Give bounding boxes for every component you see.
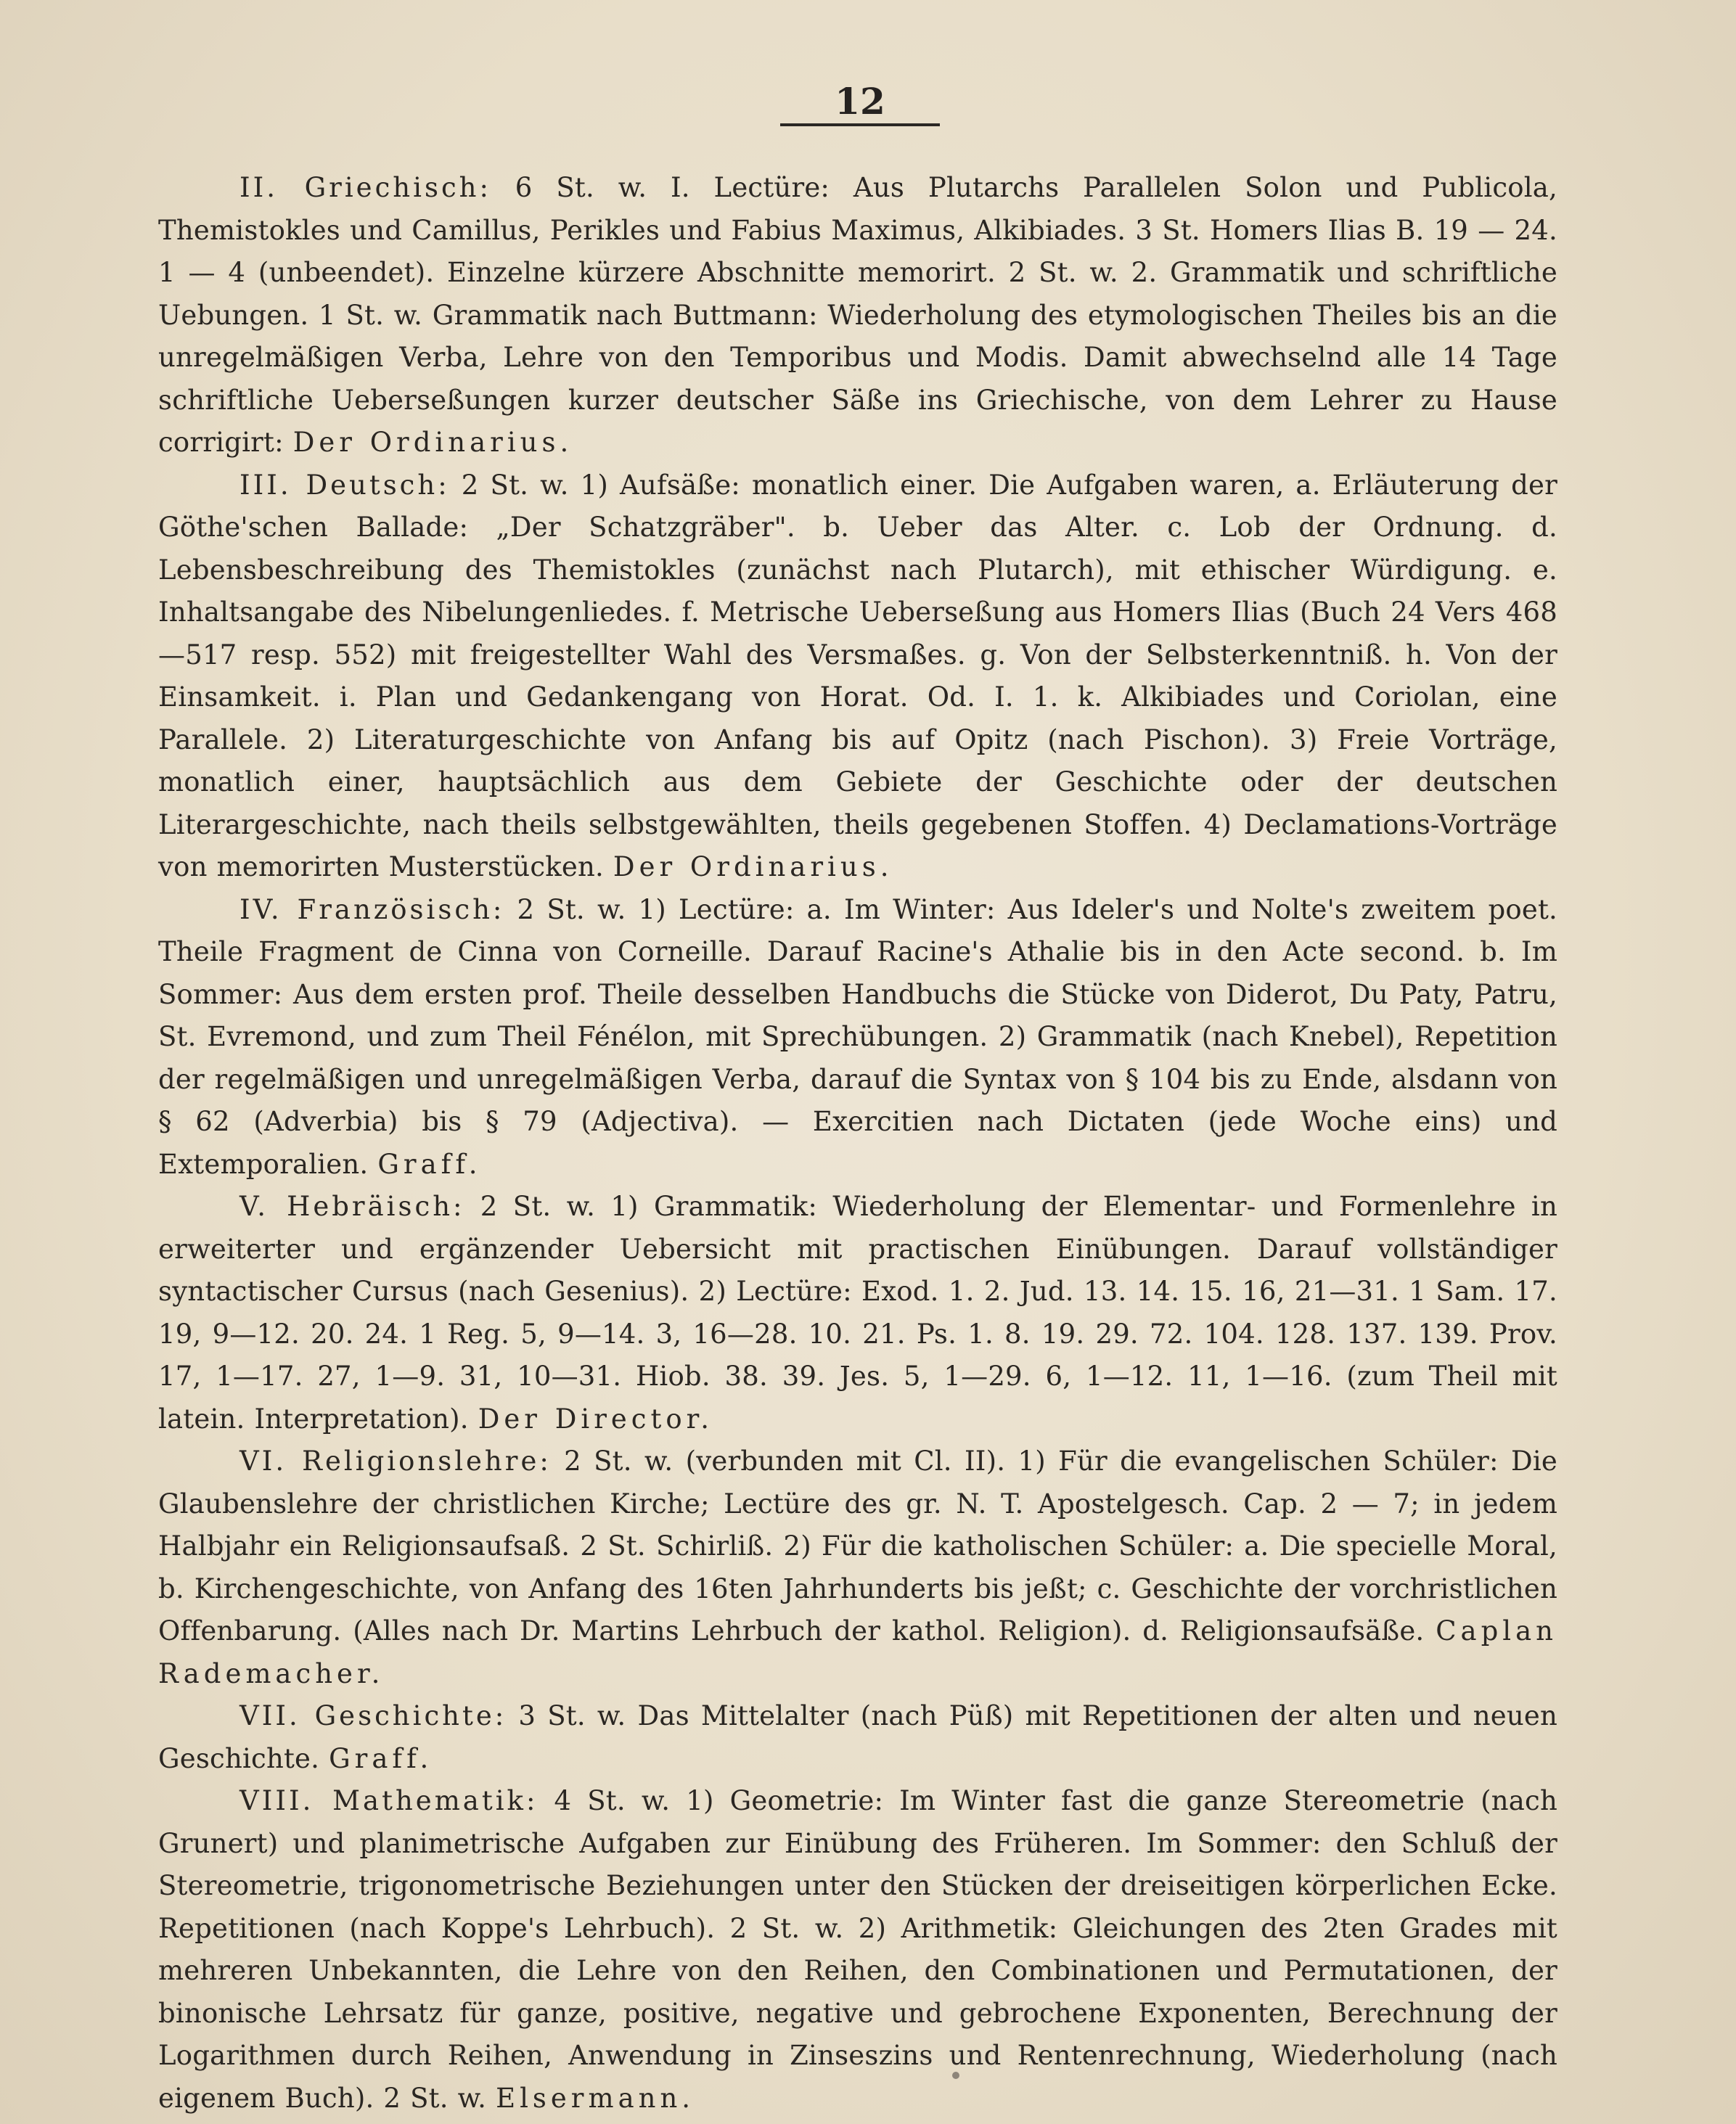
section-teacher: Der Ordinarius. (613, 851, 893, 882)
section-text: 2 St. w. 1) Grammatik: Wiederholung der Elementar- und Formenlehre in erweiterter und ergänzender Uebersicht mit practischen Einübungen. Darauf vollständiger syntactischer Cursus (nach Gesenius). 2) Lectüre: Exod. 1. 2. Jud. 13. 14. 15. 16, 21—31. 1 Sam. 17. 19, 9—12. 20. 24. 1 Reg. 5, 9—14. 3, 16—28. 10. 21. Ps. 1. 8. 19. 29. 72. 104. 128. 137. 139. Prov. 17, 1—17. 27, 1—9. 31, 10—31. Hiob. 38. 39. Jes. 5, 1—29. 6, 1—12. 11, 1—16. (zum Theil mit latein. Interpretation). (158, 1191, 1557, 1435)
page-number: 12 (835, 80, 885, 123)
section-text: 2 St. w. 1) Lectüre: a. Im Winter: Aus Ideler's und Nolte's zweitem poet. Theile Fragment de Cinna von Corneille. Darauf Racine's Athalie bis in den Acte second. b. Im Sommer: Aus dem ersten prof. Theile desselben Handbuchs die Stücke von Diderot, Du Paty, Patru, St. Evremond, und zum Theil Fénélon, mit Sprechübungen. 2) Grammatik (nach Knebel), Repetition der regelmäßigen und unregelmäßigen Verba, darauf die Syntax von § 104 bis zu Ende, alsdann von § 62 (Adverbia) bis § 79 (Adjectiva). — Exercitien nach Dictaten (jede Woche eins) und Extemporalien. (158, 893, 1557, 1180)
section-franzoesisch (158, 889, 1557, 1186)
section-mathematik (158, 1780, 1557, 2120)
section-heading: II. Griechisch: (239, 172, 491, 203)
section-hebraeisch (158, 1186, 1557, 1440)
section-heading: VII. Geschichte: (239, 1700, 507, 1731)
section-teacher: Graff. (377, 1148, 482, 1180)
section-heading: III. Deutsch: (239, 469, 450, 501)
section-deutsch (158, 464, 1557, 889)
section-geschichte (158, 1695, 1557, 1780)
section-text: 6 St. w. I. Lectüre: Aus Plutarchs Parallelen Solon und Publicola, Themistokles und Camillus, Perikles und Fabius Maximus, Alkibiades. 3 St. Homers Ilias B. 19 — 24. 1 — 4 (unbeendet). Einzelne kürzere Abschnitte memorirt. 2 St. w. 2. Grammatik und schriftliche Uebungen. 1 St. w. Grammatik nach Buttmann: Wiederholung des etymologischen Theiles bis an die unregelmäßigen Verba, Lehre von den Temporibus und Modis. Damit abwechselnd alle 14 Tage schriftliche Ueberseßungen kurzer deutscher Säße ins Griechische, von dem Lehrer zu Hause corrigirt: (158, 172, 1557, 458)
page-number-rule (780, 123, 940, 126)
section-teacher: Caplan Rademacher. (158, 1615, 1557, 1689)
section-teacher: Graff. (329, 1742, 433, 1774)
section-text: 2 St. w. 1) Aufsäße: monatlich einer. Die Aufgaben waren, a. Erläuterung der Göthe'schen Ballade: „Der Schatzgräber". b. Ueber das Alter. c. Lob der Ordnung. d. Lebensbeschreibung des Themistokles (zunächst nach Plutarch), mit ethischer Würdigung. e. Inhaltsangabe des Nibelungenliedes. f. Metrische Ueberseßung aus Homers Ilias (Buch 24 Vers 468—517 resp. 552) mit freigestellter Wahl des Versmaßes. g. Von der Selbsterkenntniß. h. Von der Einsamkeit. i. Plan und Gedankengang von Horat. Od. I. 1. k. Alkibiades und Coriolan, eine Parallele. 2) Literaturgeschichte von Anfang bis auf Opitz (nach Pischon). 3) Freie Vorträge, monatlich einer, hauptsächlich aus dem Gebiete der Geschichte oder der deutschen Literargeschichte, nach theils selbstgewählten, theils gegebenen Stoffen. 4) Declamations-Vorträge von memorirten Musterstücken. (158, 469, 1557, 882)
section-text: 2 St. w. (verbunden mit Cl. II). 1) Für die evangelischen Schüler: Die Glaubenslehre der christlichen Kirche; Lectüre des gr. N. T. Apostelgesch. Cap. 2 — 7; in jedem Halbjahr ein Religionsaufsaß. 2 St. Schirliß. 2) Für die katholischen Schüler: a. Die specielle Moral, b. Kirchengeschichte, von Anfang des 16ten Jahrhunderts bis jeßt; c. Geschichte der vorchristlichen Offenbarung. (Alles nach Dr. Martins Lehrbuch der kathol. Religion). d. Religionsaufsäße. (158, 1446, 1557, 1647)
section-heading: VIII. Mathematik: (239, 1785, 539, 1816)
section-heading: V. Hebräisch: (239, 1191, 465, 1222)
section-heading: VI. Religionslehre: (239, 1446, 552, 1477)
section-text: 4 St. w. 1) Geometrie: Im Winter fast die ganze Stereometrie (nach Grunert) und planimetrische Aufgaben zur Einübung des Früheren. Im Sommer: den Schluß der Stereometrie, trigonometrische Beziehungen unter den Stücken der dreiseitigen körperlichen Ecke. Repetitionen (nach Koppe's Lehrbuch). 2 St. w. 2) Arithmetik: Gleichungen des 2ten Grades mit mehreren Unbekannten, die Lehre von den Reihen, den Combinationen und Permutationen, der binonische Lehrsatz für ganze, positive, negative und gebrochene Exponenten, Berechnung der Logarithmen durch Reihen, Anwendung in Zinseszins und Rentenrechnung, Wiederholung (nach eigenem Buch). 2 St. w. (158, 1785, 1557, 2114)
section-text: 3 St. w. Das Mittelalter (nach Püß) mit Repetitionen der alten und neuen Geschichte. (158, 1700, 1557, 1774)
section-griechisch (158, 167, 1557, 464)
section-heading: IV. Französisch: (239, 893, 505, 925)
section-teacher: Der Director. (478, 1403, 714, 1435)
paper-spot (952, 2072, 959, 2079)
body-text (158, 167, 1557, 2120)
section-religionslehre (158, 1440, 1557, 1695)
section-teacher: Elsermann. (496, 2082, 695, 2114)
section-teacher: Der Ordinarius. (292, 427, 573, 458)
